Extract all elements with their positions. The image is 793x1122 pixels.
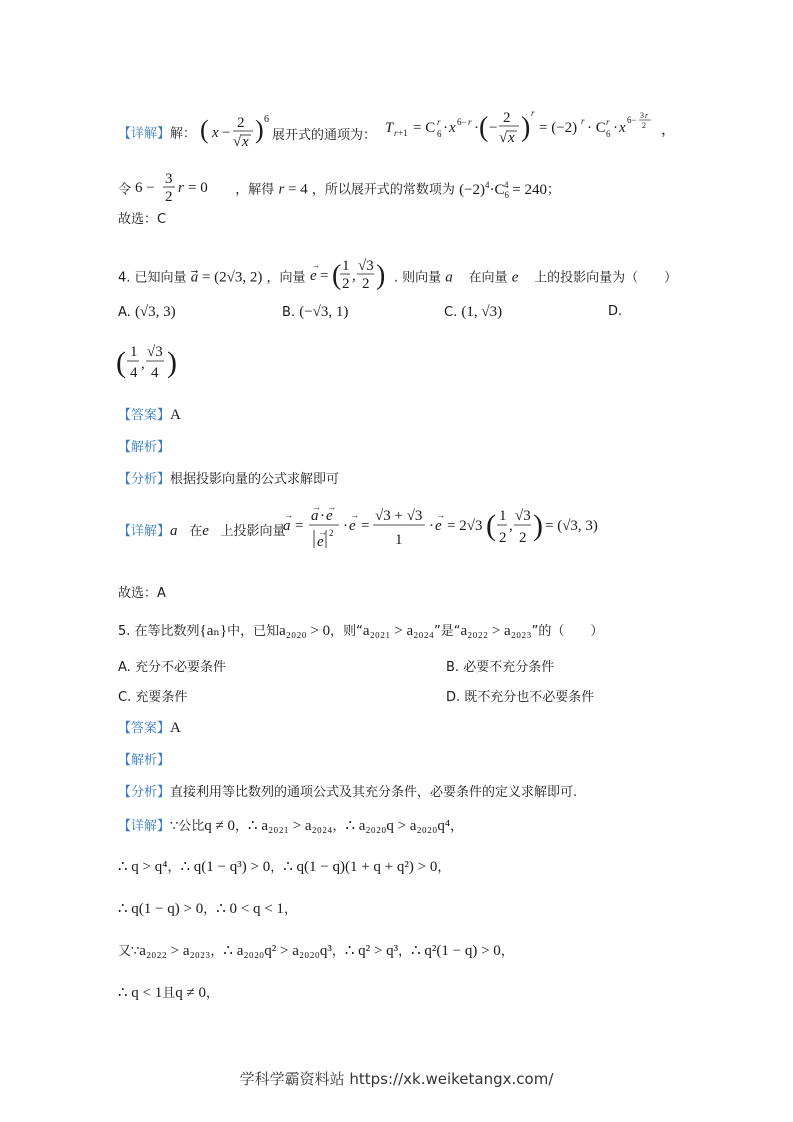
footer-watermark: 学科学霸资料站 https://xk.weiketangx.com/ xyxy=(239,1070,554,1088)
condition: a₂₀₂₀ > 0 xyxy=(279,623,331,639)
svg-text:3: 3 xyxy=(165,171,173,187)
svg-text:·: · xyxy=(320,508,325,524)
svg-text:→: → xyxy=(350,510,359,520)
option-value: 充分不必要条件 xyxy=(134,660,226,675)
text: ”的（ ） xyxy=(531,624,604,639)
svg-text:→: → xyxy=(318,527,327,537)
q4-choose: 故选：A xyxy=(118,586,166,601)
fenxi-tag: 【分析】 xyxy=(118,785,171,800)
text: ， xyxy=(331,944,345,959)
vector-a: a⃗ xyxy=(445,269,465,286)
svg-text:=: = xyxy=(295,518,304,534)
option-c xyxy=(118,686,187,705)
text: ， xyxy=(167,860,181,875)
option-label: C. xyxy=(118,690,132,705)
q4-stem xyxy=(118,256,677,300)
text: ； xyxy=(546,182,560,198)
svg-text:(: ( xyxy=(200,115,209,144)
text: 解： xyxy=(170,126,197,142)
text: ， xyxy=(203,902,217,917)
q4-answer xyxy=(118,404,181,424)
text: 又∵ xyxy=(118,944,140,959)
svg-text:1: 1 xyxy=(499,508,507,524)
text: 令 xyxy=(118,182,132,198)
math: ∴ q(1 − q³) > 0 xyxy=(180,859,271,875)
svg-text:x: x xyxy=(242,134,249,150)
p3-answer: 故选：C xyxy=(118,212,167,227)
text: ，向量 xyxy=(266,270,306,286)
svg-text:→: → xyxy=(310,260,320,270)
text: 在向量 xyxy=(468,270,508,286)
math: q ≠ 0 xyxy=(175,985,207,1001)
text: ， xyxy=(437,860,451,875)
svg-text:e: e xyxy=(349,518,356,534)
svg-text:(: ( xyxy=(479,112,489,143)
math: ∴ q < 1 xyxy=(118,985,163,1001)
vector-a-value: a⃗ = (2√3, 2) xyxy=(190,269,263,286)
svg-text:): ) xyxy=(533,509,543,542)
q5-jiexi: 【解析】 xyxy=(118,753,171,768)
text: . 则向量 xyxy=(393,270,442,286)
math: ∴ a₂₀₂₀q² > a₂₀₂₀q³ xyxy=(223,943,332,959)
math: ∴ q(1 − q)(1 + q + q²) > 0 xyxy=(283,859,438,875)
fenxi-tag: 【分析】 xyxy=(118,472,171,487)
svg-text:6: 6 xyxy=(606,129,611,139)
svg-text:· C: · C xyxy=(587,120,606,136)
vector-a: a⃗ xyxy=(170,523,190,539)
svg-text:,: , xyxy=(351,268,356,284)
svg-text:2: 2 xyxy=(499,530,507,546)
svg-text:r: r xyxy=(437,117,441,127)
option-label: A. xyxy=(118,305,131,320)
text: 中，已知 xyxy=(227,624,280,639)
svg-text:√: √ xyxy=(233,134,242,150)
svg-text:→: → xyxy=(436,510,445,520)
svg-text:): ) xyxy=(521,112,531,143)
svg-text:→: → xyxy=(312,502,321,512)
svg-text:a: a xyxy=(311,508,319,524)
text: 在 xyxy=(189,524,203,539)
math: ∴ q(1 − q) > 0 xyxy=(118,901,204,917)
text: ， xyxy=(270,860,284,875)
svg-text:2: 2 xyxy=(165,189,173,205)
projection-graphic xyxy=(283,500,613,558)
q5-detail-4 xyxy=(118,940,514,960)
svg-text:4: 4 xyxy=(130,365,138,381)
general-term-formula xyxy=(385,106,675,156)
q5-detail-3 xyxy=(118,898,297,918)
text: ，则“ xyxy=(330,624,363,639)
equation-6-3-2r xyxy=(135,170,231,206)
svg-text:x: x xyxy=(619,120,626,136)
p1-text: 展开式的通项为： xyxy=(272,128,377,143)
svg-text:·: · xyxy=(429,518,434,534)
fenxi-text: 根据投影向量的公式求解即可 xyxy=(170,472,340,487)
text: 上投影向量 xyxy=(220,524,286,539)
svg-text:√: √ xyxy=(499,130,508,146)
svg-text:x: x xyxy=(449,120,456,136)
svg-text:(: ( xyxy=(486,509,496,542)
svg-text:): ) xyxy=(255,115,264,144)
answer-value: A xyxy=(170,407,181,423)
svg-text:→: → xyxy=(284,510,293,520)
svg-text:2: 2 xyxy=(237,115,245,131)
q5-stem xyxy=(118,620,603,640)
option-label: C. xyxy=(444,305,458,320)
detail-tag: 【详解】 xyxy=(118,126,171,142)
svg-text:r: r xyxy=(606,117,610,127)
option-value: (√3, 3) xyxy=(134,304,176,320)
equation xyxy=(135,170,231,210)
math: ∴ q² > q³ xyxy=(344,943,399,959)
svg-text:= (√3, 3): = (√3, 3) xyxy=(545,518,598,534)
svg-text:r: r xyxy=(531,108,535,118)
option-label: B. xyxy=(446,660,460,675)
svg-text:2: 2 xyxy=(642,121,646,130)
option-c xyxy=(444,304,502,321)
detail-tag: 【详解】 xyxy=(118,819,171,834)
option-label: D. xyxy=(446,690,461,705)
q4-fenxi xyxy=(118,468,339,487)
p2-line xyxy=(118,170,560,210)
q5-fenxi xyxy=(118,781,577,800)
equals-4: = 4 xyxy=(284,181,308,198)
svg-text:): ) xyxy=(375,260,385,291)
svg-text:·: · xyxy=(613,120,618,136)
option-d-value xyxy=(116,340,186,392)
text: ， xyxy=(210,944,224,959)
svg-text:6−: 6− xyxy=(627,115,637,125)
svg-text:√3: √3 xyxy=(147,344,163,360)
option-b xyxy=(282,304,348,321)
svg-text:·: · xyxy=(343,518,348,534)
comma: ， xyxy=(661,122,675,138)
q5-answer xyxy=(118,717,181,737)
answer-value: A xyxy=(170,720,181,736)
svg-text:,: , xyxy=(509,518,513,534)
text: ， xyxy=(450,819,464,834)
svg-text:x: x xyxy=(212,125,219,141)
svg-text:·: · xyxy=(474,120,479,136)
option-a xyxy=(118,656,226,675)
vector-e-graphic xyxy=(310,256,390,296)
q4-detail xyxy=(118,520,286,540)
svg-text:√3: √3 xyxy=(515,508,531,524)
option-d xyxy=(446,686,594,705)
svg-text:e: e xyxy=(317,534,324,550)
text: 4. 已知向量 xyxy=(118,270,187,286)
vector-e-value xyxy=(310,256,390,300)
text: ，解得 xyxy=(235,182,275,198)
vector-e: e⃗ xyxy=(202,523,221,539)
math: ∴ q²(1 − q) > 0 xyxy=(411,943,501,959)
q5-detail-2 xyxy=(118,856,450,876)
svg-text:r: r xyxy=(178,180,184,196)
svg-text:=: = xyxy=(361,518,370,534)
math: q ≠ 0 xyxy=(204,818,236,834)
svg-text:e: e xyxy=(326,508,333,524)
answer-tag: 【答案】 xyxy=(118,721,171,736)
text: ，所以展开式的常数项为 xyxy=(311,182,455,198)
sequence: {aₙ} xyxy=(199,623,228,639)
detail-tag: 【详解】 xyxy=(118,524,171,539)
svg-text:= 0: = 0 xyxy=(188,180,208,196)
text: ， xyxy=(283,902,297,917)
math: ∴ a₂₀₂₁ > a₂₀₂₄ xyxy=(248,818,333,834)
math: ∴ q > q⁴ xyxy=(118,859,168,875)
svg-text:2: 2 xyxy=(329,528,334,538)
vector-e: e⃗ xyxy=(511,269,531,286)
fenxi-text: 直接利用等比数列的通项公式及其充分条件，必要条件的定义求解即可. xyxy=(170,785,578,800)
svg-text:6−: 6− xyxy=(457,117,467,127)
svg-text:2: 2 xyxy=(503,110,511,126)
svg-text:2: 2 xyxy=(361,276,370,292)
text: ， xyxy=(235,819,249,834)
svg-text:2: 2 xyxy=(519,530,527,546)
option-label: D. xyxy=(608,304,623,319)
option-d-graphic xyxy=(116,340,186,388)
svg-text:= 2√3: = 2√3 xyxy=(447,518,483,534)
text: ∵公比 xyxy=(170,819,205,834)
svg-text:2: 2 xyxy=(341,276,350,292)
text: 5. 在等比数列 xyxy=(118,624,200,639)
option-label: B. xyxy=(282,305,296,320)
svg-text:x: x xyxy=(508,130,515,146)
svg-text:→: → xyxy=(327,502,336,512)
statement-p: a₂₀₂₁ > a₂₀₂₄ xyxy=(362,623,435,639)
q5-detail-1 xyxy=(118,815,463,835)
text: 且 xyxy=(162,986,176,1001)
constant-term: $(-2)^4\cdot C_6^4 = 240$ xyxy=(459,179,547,200)
projection-formula xyxy=(283,500,613,562)
r-equals-4: r xyxy=(278,181,285,198)
svg-text:√3 + √3: √3 + √3 xyxy=(375,508,423,524)
svg-text:6 −: 6 − xyxy=(135,180,155,196)
option-value: 充要条件 xyxy=(135,690,188,705)
svg-text:r: r xyxy=(581,116,585,126)
svg-text:−: − xyxy=(489,120,498,136)
svg-text:4: 4 xyxy=(151,365,159,381)
svg-text:3: 3 xyxy=(640,111,644,120)
option-value: 既不充分也不必要条件 xyxy=(464,690,595,705)
math: a₂₀₂₂ > a₂₀₂₃ xyxy=(139,943,211,959)
svg-text:√3: √3 xyxy=(357,258,374,274)
option-label: A. xyxy=(118,660,131,675)
svg-text:e: e xyxy=(309,268,317,284)
svg-text:·: · xyxy=(443,120,448,136)
option-b xyxy=(446,656,554,675)
svg-text:1: 1 xyxy=(341,258,350,274)
svg-text:6: 6 xyxy=(264,114,270,125)
svg-text:6: 6 xyxy=(437,129,442,139)
option-d xyxy=(608,304,622,319)
svg-text:=: = xyxy=(319,268,329,284)
text: 上的投影向量为（ ） xyxy=(534,270,678,286)
text: ， xyxy=(206,986,220,1001)
svg-text:+1: +1 xyxy=(398,128,408,138)
svg-text:T: T xyxy=(385,120,394,136)
option-a xyxy=(118,304,176,321)
svg-text:a: a xyxy=(283,518,291,534)
svg-text:−: − xyxy=(222,125,231,141)
text: ， xyxy=(398,944,412,959)
svg-text:r: r xyxy=(645,111,649,120)
answer-tag: 【答案】 xyxy=(118,408,171,423)
q5-detail-5 xyxy=(118,982,219,1002)
option-value: (1, √3) xyxy=(461,304,503,320)
math: ∴ a₂₀₂₀q > a₂₀₂₀q⁴ xyxy=(345,818,451,834)
svg-text:1: 1 xyxy=(395,532,403,548)
q4-jiexi: 【解析】 xyxy=(118,440,171,455)
option-value: (−√3, 1) xyxy=(299,304,349,320)
svg-text:= C: = C xyxy=(413,120,436,136)
svg-text:): ) xyxy=(167,346,177,379)
svg-text:r: r xyxy=(394,128,398,138)
svg-text:= (−2): = (−2) xyxy=(539,120,578,136)
text: ， xyxy=(500,944,514,959)
text: ”是“ xyxy=(434,624,461,639)
statement-q: a₂₀₂₂ > a₂₀₂₃ xyxy=(460,623,532,639)
general-term-graphic xyxy=(385,106,675,152)
svg-text:(: ( xyxy=(331,260,341,291)
svg-text:(: ( xyxy=(116,346,126,379)
svg-text:1: 1 xyxy=(130,344,138,360)
text: ， xyxy=(332,819,346,834)
math: ∴ 0 < q < 1 xyxy=(216,901,284,917)
svg-text:e: e xyxy=(435,518,442,534)
svg-text:r: r xyxy=(468,117,472,127)
svg-text:,: , xyxy=(141,356,145,372)
option-value: 必要不充分条件 xyxy=(463,660,555,675)
